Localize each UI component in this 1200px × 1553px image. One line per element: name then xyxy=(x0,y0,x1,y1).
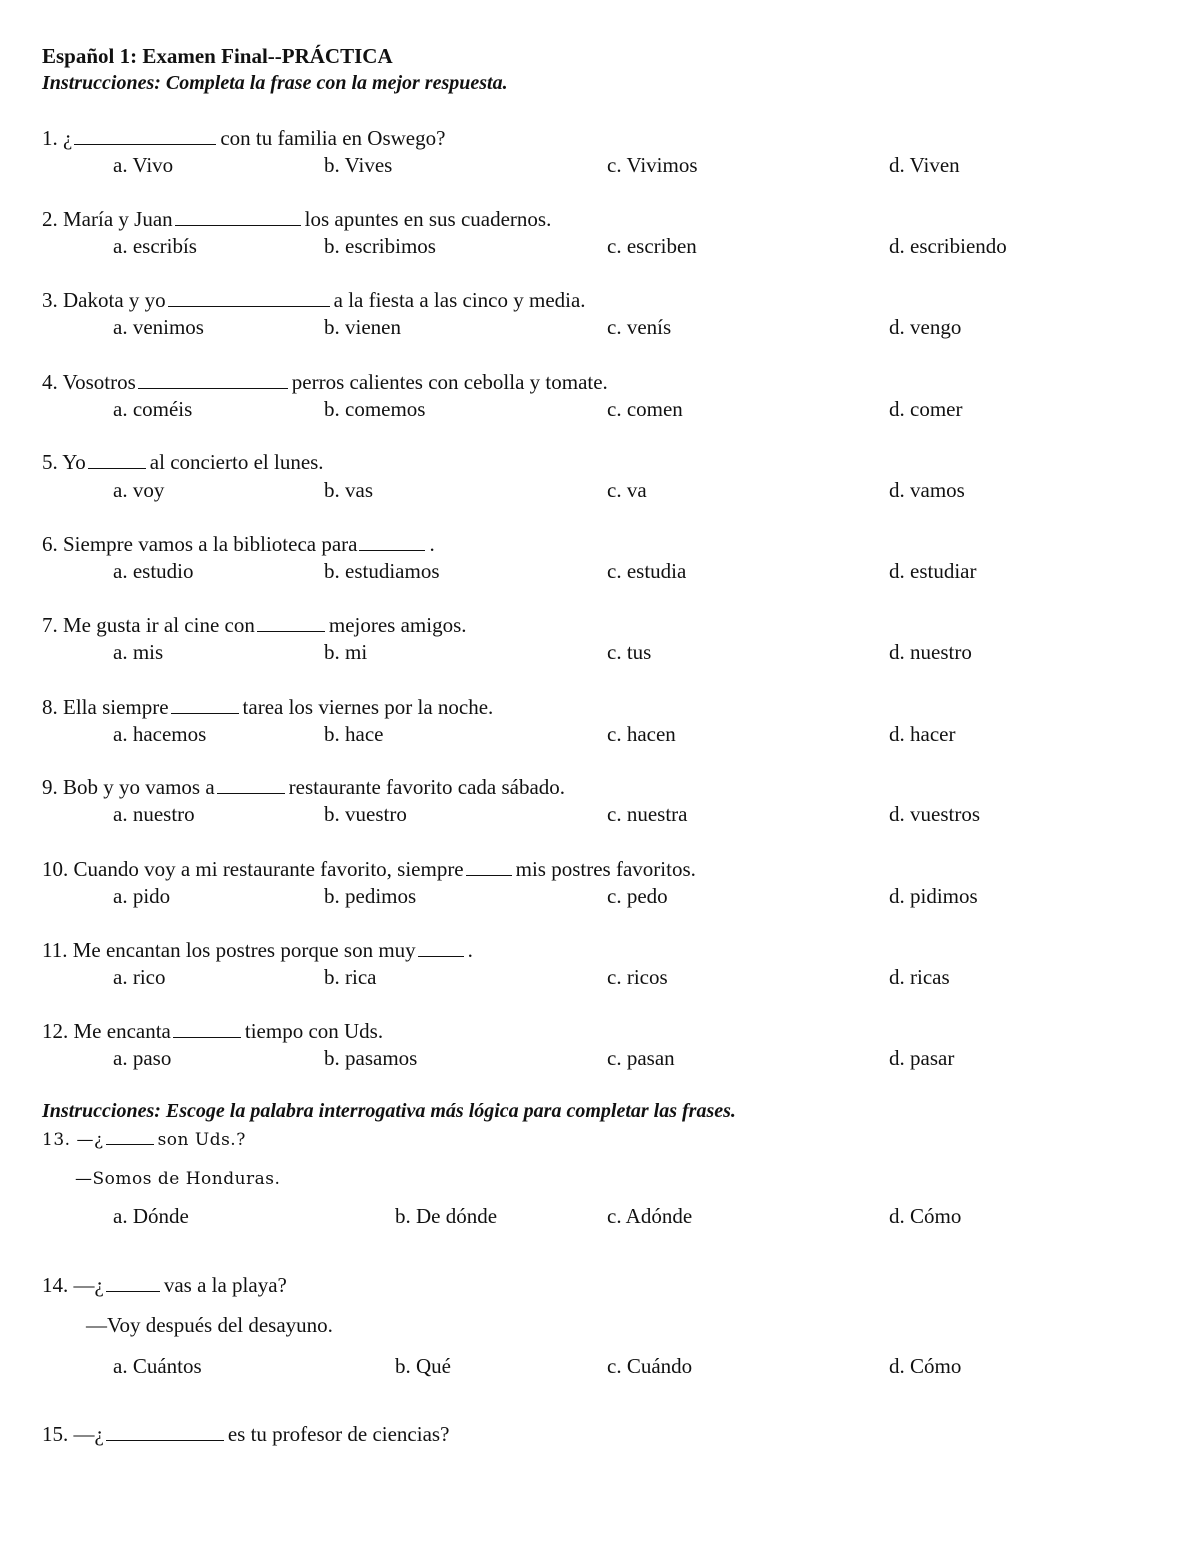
question-5-text: 5. Yo xyxy=(42,450,86,474)
option-c[interactable]: c. Vivimos xyxy=(607,153,698,177)
question-10-text: 10. Cuando voy a mi restaurante favorito, siempre xyxy=(42,857,464,881)
option-b[interactable]: b. vienen xyxy=(324,315,401,339)
question-13-text-end: son Uds.? xyxy=(157,1130,246,1150)
answer-blank[interactable] xyxy=(106,1422,224,1441)
option-c[interactable]: c. venís xyxy=(607,315,672,339)
option-d[interactable]: d. ricas xyxy=(889,965,950,989)
question-2-text: 2. María y Juan xyxy=(42,207,173,231)
option-d[interactable]: d. estudiar xyxy=(889,559,977,583)
question-14 xyxy=(42,1273,287,1298)
instructions-part-2: Instrucciones: Escoge la palabra interrogativa más lógica para completar las frases. xyxy=(42,1100,736,1122)
option-b[interactable]: b. Vives xyxy=(324,153,393,177)
option-b[interactable]: b. mi xyxy=(324,640,368,664)
option-d[interactable]: d. pidimos xyxy=(889,884,978,908)
option-a[interactable]: a. venimos xyxy=(113,315,204,339)
answer-blank[interactable] xyxy=(106,1129,154,1145)
question-6-text-end: . xyxy=(429,532,435,556)
answer-blank[interactable] xyxy=(466,857,512,876)
option-a[interactable]: a. coméis xyxy=(113,397,193,421)
option-c[interactable]: c. pasan xyxy=(607,1046,675,1070)
question-15-text-end: es tu profesor de ciencias? xyxy=(227,1422,450,1446)
option-c[interactable]: c. escriben xyxy=(607,234,697,258)
answer-blank[interactable] xyxy=(217,775,285,794)
option-a[interactable]: a. hacemos xyxy=(113,722,207,746)
option-d[interactable]: d. Cómo xyxy=(889,1204,962,1228)
question-1-text-end: con tu familia en Oswego? xyxy=(220,126,446,150)
question-10 xyxy=(42,857,696,882)
question-9-text-end: restaurante favorito cada sábado. xyxy=(288,775,566,799)
option-a[interactable]: a. nuestro xyxy=(113,802,195,826)
option-b[interactable]: b. vuestro xyxy=(324,802,407,826)
exam-title: Español 1: Examen Final--PRÁCTICA xyxy=(42,44,393,68)
option-b[interactable]: b. comemos xyxy=(324,397,426,421)
question-13 xyxy=(42,1129,246,1150)
question-13-text: 13. —¿ xyxy=(42,1130,104,1150)
option-a[interactable]: a. Cuántos xyxy=(113,1354,202,1378)
option-c[interactable]: c. tus xyxy=(607,640,652,664)
question-5 xyxy=(42,450,324,475)
answer-blank[interactable] xyxy=(171,695,239,714)
question-4-text-end: perros calientes con cebolla y tomate. xyxy=(291,370,608,394)
option-d[interactable]: d. comer xyxy=(889,397,963,421)
answer-blank[interactable] xyxy=(173,1019,241,1038)
option-d[interactable]: d. nuestro xyxy=(889,640,972,664)
question-11-text-end: . xyxy=(467,938,473,962)
question-8-text-end: tarea los viernes por la noche. xyxy=(242,695,494,719)
question-12 xyxy=(42,1019,383,1044)
option-a[interactable]: a. Vivo xyxy=(113,153,174,177)
option-a[interactable]: a. mis xyxy=(113,640,164,664)
question-12-text: 12. Me encanta xyxy=(42,1019,171,1043)
answer-blank[interactable] xyxy=(138,370,288,389)
question-2-text-end: los apuntes en sus cuadernos. xyxy=(304,207,552,231)
question-14-response: —Voy después del desayuno. xyxy=(86,1313,333,1337)
option-a[interactable]: a. paso xyxy=(113,1046,172,1070)
option-b[interactable]: b. pedimos xyxy=(324,884,417,908)
question-13-response: —Somos de Honduras. xyxy=(75,1169,281,1189)
option-b[interactable]: b. hace xyxy=(324,722,384,746)
question-12-text-end: tiempo con Uds. xyxy=(244,1019,384,1043)
answer-blank[interactable] xyxy=(418,938,464,957)
question-3-text: 3. Dakota y yo xyxy=(42,288,166,312)
option-d[interactable]: d. hacer xyxy=(889,722,956,746)
answer-blank[interactable] xyxy=(74,126,216,145)
question-3-text-end: a la fiesta a las cinco y media. xyxy=(333,288,586,312)
option-c[interactable]: c. nuestra xyxy=(607,802,688,826)
question-6-text: 6. Siempre vamos a la biblioteca para xyxy=(42,532,358,556)
option-b[interactable]: b. Qué xyxy=(395,1354,451,1378)
question-7-text-end: mejores amigos. xyxy=(328,613,467,637)
option-a[interactable]: a. estudio xyxy=(113,559,194,583)
option-c[interactable]: c. va xyxy=(607,478,647,502)
question-2 xyxy=(42,207,551,232)
option-c[interactable]: c. hacen xyxy=(607,722,676,746)
answer-blank[interactable] xyxy=(106,1273,160,1292)
question-11 xyxy=(42,938,473,963)
option-b[interactable]: b. rica xyxy=(324,965,377,989)
question-15-text: 15. —¿ xyxy=(42,1422,104,1446)
option-c[interactable]: c. pedo xyxy=(607,884,668,908)
question-9 xyxy=(42,775,565,800)
question-1-text: 1. ¿ xyxy=(42,126,73,150)
question-14-text: 14. —¿ xyxy=(42,1273,104,1297)
answer-blank[interactable] xyxy=(175,207,301,226)
question-14-text-end: vas a la playa? xyxy=(163,1273,287,1297)
question-15 xyxy=(42,1422,449,1447)
question-7-text: 7. Me gusta ir al cine con xyxy=(42,613,255,637)
option-b[interactable]: b. estudiamos xyxy=(324,559,440,583)
option-c[interactable]: c. estudia xyxy=(607,559,687,583)
instructions-part-1: Instrucciones: Completa la frase con la mejor respuesta. xyxy=(42,72,508,94)
question-10-text-end: mis postres favoritos. xyxy=(515,857,696,881)
question-8-text: 8. Ella siempre xyxy=(42,695,169,719)
option-d[interactable]: d. Cómo xyxy=(889,1354,962,1378)
option-d[interactable]: d. escribiendo xyxy=(889,234,1007,258)
option-c[interactable]: c. comen xyxy=(607,397,683,421)
option-c[interactable]: c. ricos xyxy=(607,965,668,989)
option-a[interactable]: a. escribís xyxy=(113,234,197,258)
question-5-text-end: al concierto el lunes. xyxy=(149,450,324,474)
option-b[interactable]: b. pasamos xyxy=(324,1046,418,1070)
answer-blank[interactable] xyxy=(257,613,325,632)
option-b[interactable]: b. escribimos xyxy=(324,234,436,258)
question-1 xyxy=(42,126,445,151)
option-d[interactable]: d. pasar xyxy=(889,1046,955,1070)
option-c[interactable]: c. Adónde xyxy=(607,1204,693,1228)
answer-blank[interactable] xyxy=(359,532,425,551)
question-4-text: 4. Vosotros xyxy=(42,370,136,394)
option-a[interactable]: a. Dónde xyxy=(113,1204,189,1228)
option-d[interactable]: d. vamos xyxy=(889,478,965,502)
option-d[interactable]: d. vuestros xyxy=(889,802,980,826)
answer-blank[interactable] xyxy=(88,450,146,469)
option-b[interactable]: b. De dónde xyxy=(395,1204,498,1228)
option-b[interactable]: b. vas xyxy=(324,478,373,502)
question-6 xyxy=(42,532,435,557)
answer-blank[interactable] xyxy=(168,288,330,307)
option-a[interactable]: a. pido xyxy=(113,884,171,908)
question-3 xyxy=(42,288,586,313)
question-4 xyxy=(42,370,608,395)
option-c[interactable]: c. Cuándo xyxy=(607,1354,693,1378)
question-7 xyxy=(42,613,467,638)
option-a[interactable]: a. voy xyxy=(113,478,165,502)
option-d[interactable]: d. vengo xyxy=(889,315,962,339)
question-8 xyxy=(42,695,493,720)
question-9-text: 9. Bob y yo vamos a xyxy=(42,775,215,799)
option-d[interactable]: d. Viven xyxy=(889,153,960,177)
question-11-text: 11. Me encantan los postres porque son muy xyxy=(42,938,416,962)
option-a[interactable]: a. rico xyxy=(113,965,166,989)
